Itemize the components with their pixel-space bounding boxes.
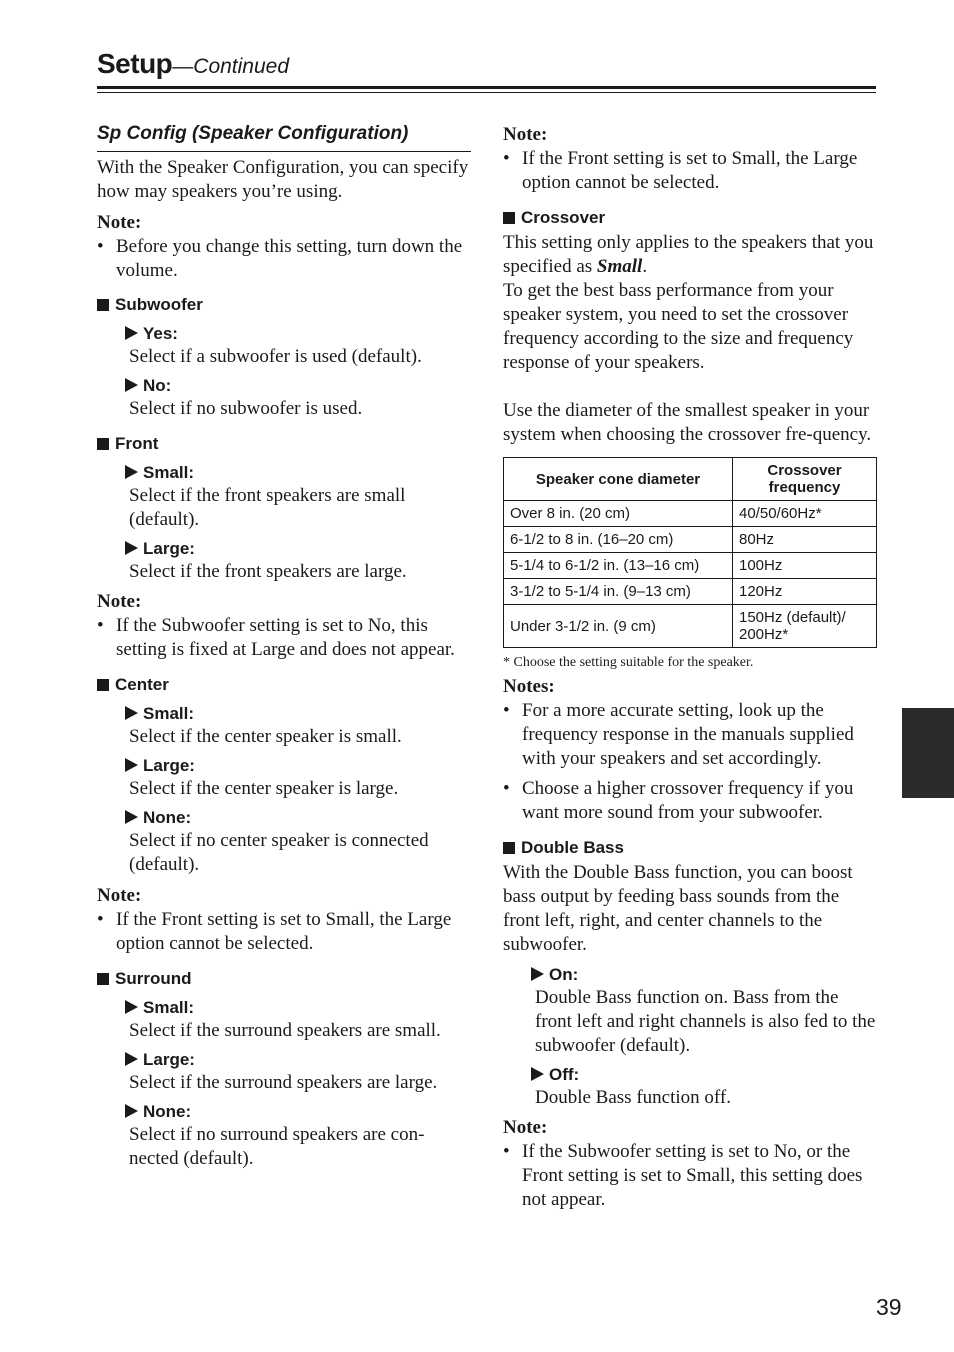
option-large: Large: Select if the center speaker is large. [125,755,471,801]
table-cell: 80Hz [733,527,877,553]
triangle-bullet-icon [125,758,138,772]
table-row [504,527,877,553]
crossover-text: Use the diameter of the smallest speaker in your system when choosing the crossover fre-quency. [503,400,872,445]
table-row [504,579,877,605]
note-item: • For a more accurate setting, look up the frequency response in the manuals supplied with your speakers and set accordingly. [503,700,854,769]
page-title-continued: —Continued [172,55,290,78]
option-no: No: Select if no subwoofer is used. [125,375,471,421]
table-cell: 5-1/4 to 6-1/2 in. (13–16 cm) [504,553,733,579]
triangle-bullet-icon [531,1067,544,1081]
option-large: Large: Select if the front speakers are large. [125,538,471,584]
square-bullet-icon [503,842,515,854]
page-title: Setup [97,48,173,79]
note-item: • If the Front setting is set to Small, the Large option cannot be selected. [503,148,858,193]
header-rule-thick [97,86,876,89]
table-row [504,553,877,579]
note-item: • If the Subwoofer setting is set to No, this setting is fixed at Large and does not appear. [97,615,455,660]
note-heading: Note: [97,591,142,612]
triangle-bullet-icon [125,706,138,720]
table-cell: 6-1/2 to 8 in. (16–20 cm) [504,527,733,553]
triangle-bullet-icon [125,1052,138,1066]
option-none: None: Select if no surround speakers are con-nected (default). [125,1101,471,1171]
option-small: Small: Select if the surround speakers are small. [125,997,471,1043]
notes-heading: Notes: [503,676,555,697]
triangle-bullet-icon [531,967,544,981]
double-bass-heading: Double Bass [503,837,877,859]
table-footnote: * Choose the setting suitable for the speaker. [503,655,754,670]
page-number: 39 [876,1294,902,1320]
table-cell: 150Hz (default)/ 200Hz* [733,605,877,648]
option-none: None: Select if no center speaker is connected (default). [125,807,471,877]
square-bullet-icon [503,212,515,224]
note-heading: Note: [503,124,548,145]
triangle-bullet-icon [125,326,138,340]
left-column [97,120,471,1171]
table-row [504,501,877,527]
table-cell: 120Hz [733,579,877,605]
note-item: • Before you change this setting, turn down the volume. [97,236,463,281]
triangle-bullet-icon [125,810,138,824]
crossover-text: To get the best bass performance from your speaker system, you need to set the crossover frequency according to the size and frequency response of your speakers. [503,280,854,373]
triangle-bullet-icon [125,541,138,555]
table-row [504,605,877,648]
chapter-side-tab [902,708,954,798]
intro-text: With the Speaker Configuration, you can specify how may speakers you’re using. [97,157,469,202]
table-cell: 3-1/2 to 5-1/4 in. (9–13 cm) [504,579,733,605]
option-on: On: Double Bass function on. Bass from the front left and right channels is also fed to the subwoofer (default). [531,964,877,1058]
surround-heading: Surround [97,968,471,990]
option-small: Small: Select if the front speakers are small (default). [125,462,471,532]
note-item: • If the Front setting is set to Small, the Large option cannot be selected. [97,909,452,954]
header-rule-thin [97,92,876,93]
option-off: Off: Double Bass function off. [531,1064,877,1110]
triangle-bullet-icon [125,465,138,479]
note-heading: Note: [97,885,142,906]
right-column [503,120,877,1212]
crossover-heading: Crossover [503,207,877,229]
table-header: Crossover frequency [733,458,877,501]
front-heading: Front [97,433,471,455]
note-heading: Note: [503,1117,548,1138]
triangle-bullet-icon [125,1000,138,1014]
triangle-bullet-icon [125,1104,138,1118]
option-small: Small: Select if the center speaker is small. [125,703,471,749]
crossover-text: This setting only applies to the speakers that you specified as Small. [503,232,874,277]
square-bullet-icon [97,679,109,691]
note-item: • If the Subwoofer setting is set to No, or the Front setting is set to Small, this setting does not appear. [503,1141,863,1210]
triangle-bullet-icon [125,378,138,392]
square-bullet-icon [97,299,109,311]
note-heading: Note: [97,212,142,233]
section-title: Sp Config (Speaker Configuration) [97,123,471,152]
option-yes: Yes: Select if a subwoofer is used (default). [125,323,471,369]
crossover-table [503,457,877,648]
table-cell: 40/50/60Hz* [733,501,877,527]
table-cell: Under 3-1/2 in. (9 cm) [504,605,733,648]
center-heading: Center [97,674,471,696]
table-cell: Over 8 in. (20 cm) [504,501,733,527]
table-header-row [504,458,877,501]
note-item: • Choose a higher crossover frequency if you want more sound from your subwoofer. [503,778,854,823]
page-header [97,48,876,80]
table-header: Speaker cone diameter [504,458,733,501]
table-cell: 100Hz [733,553,877,579]
option-large: Large: Select if the surround speakers are large. [125,1049,471,1095]
subwoofer-heading: Subwoofer [97,294,471,316]
square-bullet-icon [97,973,109,985]
square-bullet-icon [97,438,109,450]
double-bass-text: With the Double Bass function, you can boost bass output by feeding bass sounds from the front left, right, and center channels to the subwoofer. [503,862,853,955]
